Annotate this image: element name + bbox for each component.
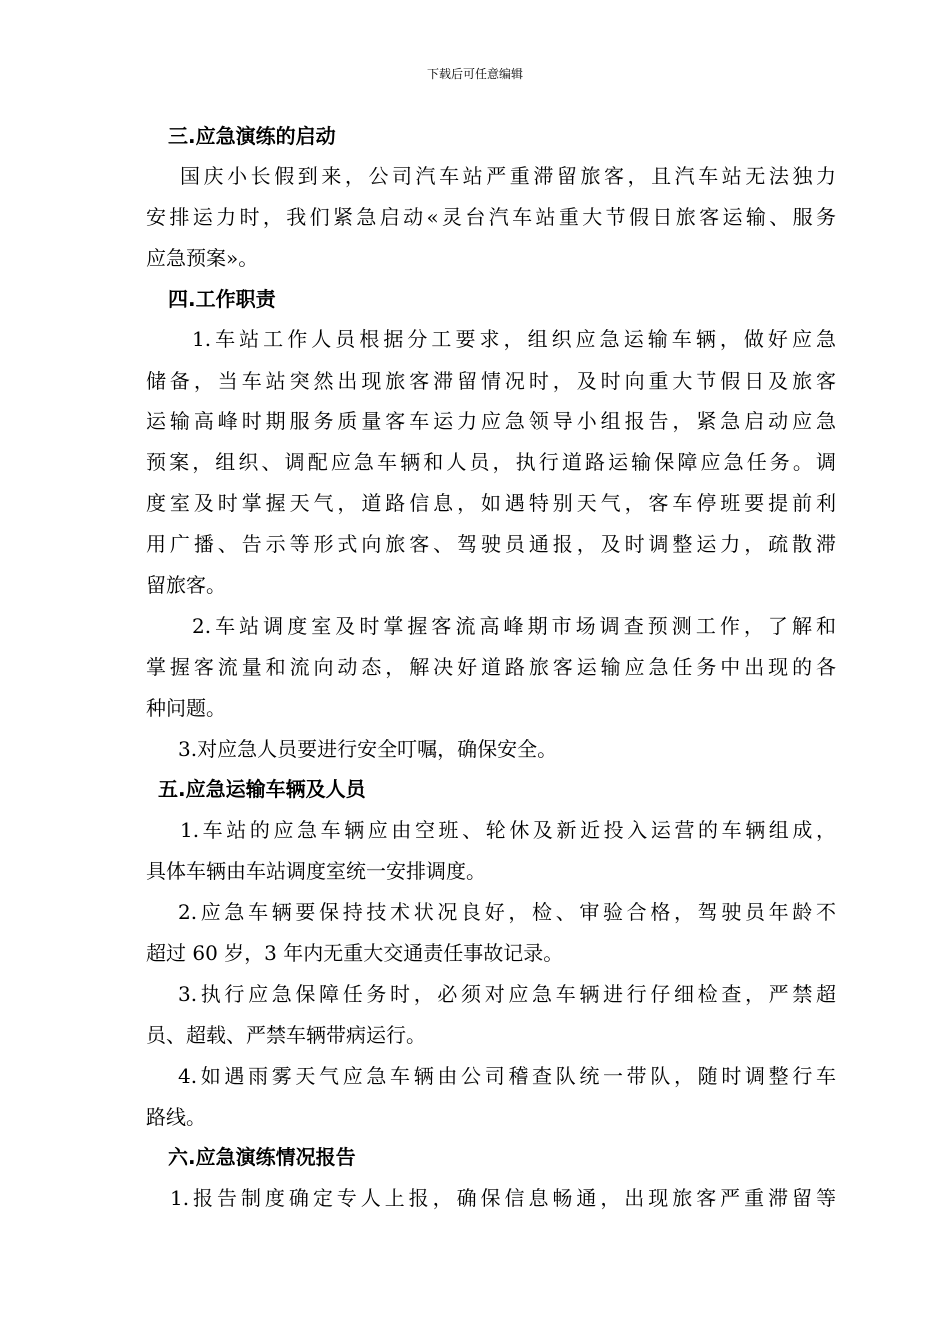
paragraph-line: 预案，组织、调配应急车辆和人员，执行道路运输保障应急任务。调 <box>146 450 836 474</box>
paragraph-line: 4.如遇雨雾天气应急车辆由公司稽查队统一带队，随时调整行车 <box>178 1064 836 1088</box>
paragraph-line: 具体车辆由车站调度室统一安排调度。 <box>146 859 486 883</box>
paragraph-line: 国庆小长假到来，公司汽车站严重滞留旅客，且汽车站无法独力 <box>180 164 836 188</box>
paragraph-line: 种问题。 <box>146 696 226 720</box>
paragraph-line: 超过 60 岁，3 年内无重大交通责任事故记录。 <box>146 941 564 965</box>
paragraph-line: 员、超载、严禁车辆带病运行。 <box>146 1023 426 1047</box>
section-heading: 五.应急运输车辆及人员 <box>158 777 366 801</box>
page-header: 下载后可任意编辑 <box>426 67 523 81</box>
paragraph-line: 1.车站的应急车辆应由空班、轮休及新近投入运营的车辆组成， <box>180 818 836 842</box>
paragraph-line: 掌握客流量和流向动态，解决好道路旅客运输应急任务中出现的各 <box>146 655 836 679</box>
paragraph-line: 1.报告制度确定专人上报，确保信息畅通，出现旅客严重滞留等 <box>170 1186 836 1210</box>
paragraph-line: 储备，当车站突然出现旅客滞留情况时，及时向重大节假日及旅客 <box>146 369 836 393</box>
paragraph-line: 运输高峰时期服务质量客车运力应急领导小组报告，紧急启动应急 <box>146 409 836 433</box>
paragraph-line: 用广播、告示等形式向旅客、驾驶员通报，及时调整运力，疏散滞 <box>146 532 836 556</box>
section-heading: 三.应急演练的启动 <box>168 124 336 148</box>
paragraph-line: 留旅客。 <box>146 573 226 597</box>
paragraph-line: 2.应急车辆要保持技术状况良好，检、审验合格，驾驶员年龄不 <box>178 900 836 924</box>
paragraph-line: 1.车站工作人员根据分工要求，组织应急运输车辆，做好应急 <box>192 327 836 351</box>
paragraph-line: 2.车站调度室及时掌握客流高峰期市场调查预测工作，了解和 <box>192 614 836 638</box>
paragraph-line: 应急预案»。 <box>146 246 259 270</box>
paragraph-line: 度室及时掌握天气，道路信息，如遇特别天气，客车停班要提前利 <box>146 491 836 515</box>
section-heading: 六.应急演练情况报告 <box>168 1145 356 1169</box>
section-heading: 四.工作职责 <box>168 287 276 311</box>
paragraph-line: 3.执行应急保障任务时，必须对应急车辆进行仔细检查，严禁超 <box>178 982 836 1006</box>
paragraph-line: 路线。 <box>146 1105 206 1129</box>
paragraph-line: 安排运力时，我们紧急启动«灵台汽车站重大节假日旅客运输、服务 <box>146 205 836 229</box>
paragraph-line: 3.对应急人员要进行安全叮嘱，确保安全。 <box>178 737 558 761</box>
